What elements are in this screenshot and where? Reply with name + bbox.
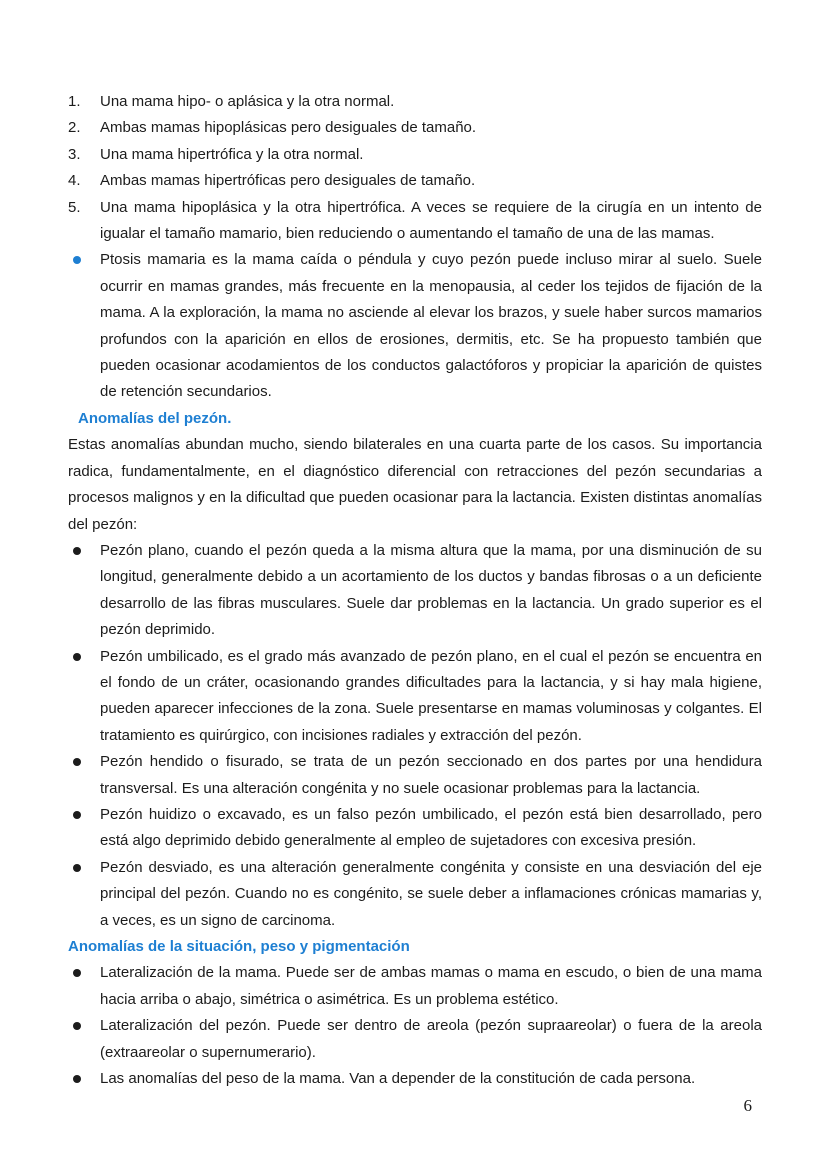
list-item-text: Una mama hipo- o aplásica y la otra normal. [100,93,395,110]
numbered-list-item [68,89,762,115]
bullet-item [68,538,762,644]
bullet-item [68,644,762,750]
list-number: 1. [68,93,81,110]
numbered-list-item [68,142,762,168]
bullet-item [68,749,762,802]
bullet-item-text: Pezón desviado, es una alteración generalmente congénita y consiste en una desviación del eje principal del pezón. Cuando no es congénito, se suele deber a inflamaciones crónicas mamarias y, a veces, es un signo de carcinoma. [100,858,762,929]
bullet-item-text: Pezón umbilicado, es el grado más avanzado de pezón plano, en el cual el pezón se encuentra en el fondo de un cráter, ocasionando grandes dificultades para la lactancia, y si hay mala higiene, pueden aparecer infecciones de la zona. Suele presentarse en mamas voluminosas y colgantes. El tratamiento es quirúrgico, con incisiones radiales y extracción del pezón. [100,647,762,744]
bullet-item [68,855,762,934]
list-number: 5. [68,198,81,216]
bullet-icon [73,1075,81,1083]
list-item-text: Una mama hipoplásica y la otra hipertrófica. A veces se requiere de la cirugía en un intento de igualar el tamaño mamario, bien reduciendo o aumentando el tamaño de una de las mamas. [100,198,762,243]
bullet-item-text: Ptosis mamaria es la mama caída o péndula y cuyo pezón puede incluso mirar al suelo. Suele ocurrir en mamas grandes, más frecuente en la menopausia, al ceder los tejidos de fijación de la mama. A la exploración, la mama no asciende al elevar los brazos, y suele haber surcos mamarios profundos con la aparición en ellos de erosiones, dermitis, etc. Se ha propuesto también que pueden ocasionar acodamientos de los conductos galactóforos y propiciar la aparición de quistes de retención secundarios. [100,251,762,401]
bullet-item [68,802,762,855]
numbered-list-item [68,195,762,248]
list-number: 4. [68,172,81,190]
bullet-icon [73,547,81,555]
list-item-text: Ambas mamas hipoplásicas pero desiguales de tamaño. [100,119,477,137]
bullet-item-text: Lateralización de la mama. Puede ser de ambas mamas o mama en escudo, o bien de una mama hacia arriba o abajo, simétrica o asimétrica. Es un problema estético. [100,964,762,1008]
bullet-item-text: Lateralización del pezón. Puede ser dentro de areola (pezón supraareolar) o fuera de la areola (extraareolar o supernumerario). [100,1017,762,1061]
list-item-text: Ambas mamas hipertróficas pero desiguales de tamaño. [100,172,476,190]
bullet-item-text: Pezón huidizo o excavado, es un falso pezón umbilicado, el pezón está bien desarrollado, pero está algo deprimido debido generalmente al empleo de sujetadores con excesiva presión. [100,805,762,850]
bullet-item-text: Las anomalías del peso de la mama. Van a depender de la constitución de cada persona. [100,1070,696,1088]
bullet-icon [73,256,81,264]
list-number: 3. [68,145,81,163]
bullet-icon [73,864,81,872]
bullet-item-text: Pezón plano, cuando el pezón queda a la misma altura que la mama, por una disminución de su longitud, generalmente debido a un acortamiento de los ductos y bandas fibrosas o a un deficiente desarrollo de las fibras musculares. Suele dar problemas en la lactancia. Un grado superior es el pezón deprimido. [100,541,762,639]
bullet-item-ptosis [68,247,762,405]
section-heading-pezon: Anomalías del pezón. [78,409,232,427]
bullet-icon [73,1022,81,1030]
numbered-list-item [68,115,762,141]
bullet-item [68,960,762,1013]
page-number: 6 [743,1096,752,1115]
section-intro-pezon: Estas anomalías abundan mucho, siendo bilaterales en una cuarta parte de los casos. Su importancia radica, fundamentalmente, en el diagnóstico diferencial con retracciones del pezón secundarias a procesos malignos y en la dificultad que pueden ocasionar para la lactancia. Existen distintas anomalías del pezón: [68,436,762,533]
section-heading-situacion: Anomalías de la situación, peso y pigmentación [68,938,410,955]
bullet-item [68,1013,762,1066]
bullet-icon [73,653,81,661]
bullet-icon [73,969,81,977]
bullet-icon [73,758,81,766]
bullet-item-text: Pezón hendido o fisurado, se trata de un pezón seccionado en dos partes por una hendidura transversal. Es una alteración congénita y no suele ocasionar problemas para la lactancia. [100,753,762,797]
list-number: 2. [68,119,81,137]
bullet-item [68,1066,762,1092]
list-item-text: Una mama hipertrófica y la otra normal. [100,145,364,163]
bullet-icon [73,811,81,819]
page-content [68,89,762,1092]
numbered-list-item [68,168,762,194]
